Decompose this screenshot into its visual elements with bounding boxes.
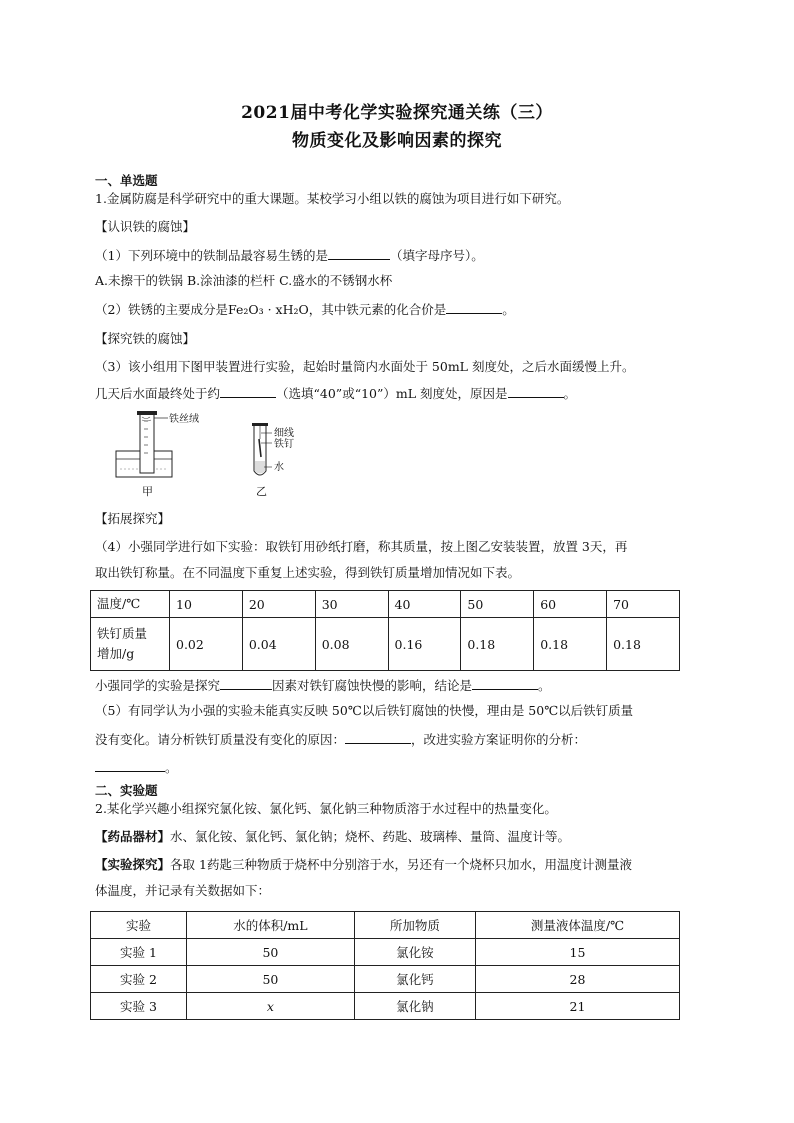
table-header-mass xyxy=(91,618,170,671)
explore-text-1: 各取 1药匙三种物质于烧杯中分别溶于水，另还有一个烧杯只加水，用温度计测量液 xyxy=(170,857,632,872)
question-1-1-options: A.未擦干的铁锅 B.涂油漆的栏杆 C.盛水的不锈钢水杯 xyxy=(95,273,393,288)
table-cell: 50 xyxy=(186,939,354,966)
q1-1-text-a: （1）下列环境中的铁制品最容易生锈的是 xyxy=(95,248,328,263)
q1-2-text-a: （2）铁锈的主要成分是 xyxy=(95,302,228,317)
table-cell: 实验 1 xyxy=(91,939,187,966)
label-explore-corrosion: 【探究铁的腐蚀】 xyxy=(95,331,196,346)
table-cell: 0.08 xyxy=(315,618,388,671)
q1-2-text-b: ，其中铁元素的化合价是 xyxy=(308,302,447,317)
answer-blank xyxy=(345,730,411,744)
label-iron-wool: 铁丝绒 xyxy=(169,414,199,425)
table-cell: 50 xyxy=(186,966,354,993)
q1-4-after-c: 。 xyxy=(538,678,551,693)
page-title: 2021届中考化学实验探究通关练（三） xyxy=(241,103,553,123)
table-row xyxy=(91,939,680,966)
label-thread: 细线 xyxy=(274,428,294,439)
table-header-row xyxy=(91,912,680,939)
q1-4-after-a: 小强同学的实验是探究 xyxy=(95,678,221,693)
explore-label: 【实验探究】 xyxy=(95,857,171,872)
table-header-mass-line1: 铁钉质量 xyxy=(97,626,148,641)
answer-blank xyxy=(472,676,538,690)
table-cell: 0.04 xyxy=(242,618,315,671)
explore-line2: 体温度，并记录有关数据如下： xyxy=(95,883,271,898)
table-cell: 30 xyxy=(315,591,388,618)
answer-blank xyxy=(508,384,564,398)
question-2-intro: 2.某化学兴趣小组探究氯化铵、氯化钙、氯化钠三种物质溶于水过程中的热量变化。 xyxy=(95,801,557,816)
table-header: 实验 xyxy=(91,912,187,939)
question-1-5-line1: （5）有同学认为小强的实验未能真实反映 50℃以后铁钉腐蚀的快慢，理由是 50℃以后铁钉质量 xyxy=(95,703,634,718)
apparatus-figure xyxy=(108,411,308,497)
label-nail: 铁钉 xyxy=(274,439,294,450)
q1-4-after-b: 因素对铁钉腐蚀快慢的影响，结论是 xyxy=(272,678,473,693)
materials-text: 水、氯化铵、氯化钙、氯化钠；烧杯、药匙、玻璃棒、量筒、温度计等。 xyxy=(170,829,571,844)
table-cell: 10 xyxy=(170,591,243,618)
question-1-1 xyxy=(95,246,710,265)
question-1-3-line1: （3）该小组用下图甲装置进行实验，起始时量筒内水面处于 50mL 刻度处，之后水面缓慢上升。 xyxy=(95,359,635,374)
table-cell: x xyxy=(186,993,354,1020)
table-row xyxy=(91,618,680,671)
question-1-4-line2: 取出铁钉称量。在不同温度下重复上述实验，得到铁钉质量增加情况如下表。 xyxy=(95,565,521,580)
table-cell: 0.02 xyxy=(170,618,243,671)
answer-blank xyxy=(220,384,276,398)
table-cell: 50 xyxy=(461,591,534,618)
question-1-4-line1: （4）小强同学进行如下实验：取铁钉用砂纸打磨，称其质量，按上图乙安装装置，放置 3天，再 xyxy=(95,539,628,554)
answer-blank xyxy=(446,300,502,314)
section-heading-single-choice: 一、单选题 xyxy=(95,173,158,188)
table-cell: 0.18 xyxy=(461,618,534,671)
q1-5-text-b: ，改进实验方案证明你的分析： xyxy=(411,732,587,747)
table-cell: 氯化铵 xyxy=(354,939,475,966)
table-header: 测量液体温度/℃ xyxy=(475,912,679,939)
q1-2-text-c: 。 xyxy=(502,302,515,317)
label-know-corrosion: 【认识铁的腐蚀】 xyxy=(95,219,196,234)
q1-1-text-b: （填字母序号）。 xyxy=(389,248,484,263)
page-subtitle: 物质变化及影响因素的探究 xyxy=(292,131,502,151)
table-cell: 28 xyxy=(475,966,679,993)
dissolution-temperature-table xyxy=(90,911,680,1020)
label-apparatus-a: 甲 xyxy=(142,485,153,497)
label-apparatus-b: 乙 xyxy=(256,485,267,497)
question-1-2 xyxy=(95,300,710,319)
explore-line1 xyxy=(95,856,710,874)
question-1-5-line2 xyxy=(95,730,710,749)
table-cell: 氯化钠 xyxy=(354,993,475,1020)
section-heading-experiment: 二、实验题 xyxy=(95,783,158,798)
label-extend-explore: 【拓展探究】 xyxy=(95,511,171,526)
table-cell: 实验 3 xyxy=(91,993,187,1020)
table-cell: 氯化钙 xyxy=(354,966,475,993)
table-cell: 实验 2 xyxy=(91,966,187,993)
question-1-intro: 1.金属防腐是科学研究中的重大课题。某校学习小组以铁的腐蚀为项目进行如下研究。 xyxy=(95,191,570,206)
table-cell: 40 xyxy=(388,591,461,618)
q1-3-text-b: （选填“40”或“10”）mL 刻度处，原因是 xyxy=(276,386,508,401)
question-1-5-line3 xyxy=(95,758,710,777)
table-cell: 0.16 xyxy=(388,618,461,671)
materials-label: 【药品器材】 xyxy=(95,829,171,844)
q1-3-text-c: 。 xyxy=(563,386,577,401)
rust-formula: Fe₂O₃ · xH₂O xyxy=(227,302,309,317)
table-cell: 15 xyxy=(475,939,679,966)
table-cell: 0.18 xyxy=(534,618,607,671)
q1-5-text-a: 没有变化。请分析铁钉质量没有变化的原因： xyxy=(95,732,346,747)
q1-3-text-a: 几天后水面最终处于约 xyxy=(95,386,221,401)
table-row xyxy=(91,993,680,1020)
table-cell: 70 xyxy=(607,591,680,618)
label-water: 水 xyxy=(274,462,284,473)
answer-blank xyxy=(328,246,390,260)
table-header-temperature: 温度/℃ xyxy=(91,591,170,618)
table-header: 水的体积/mL xyxy=(186,912,354,939)
table-cell: 20 xyxy=(242,591,315,618)
question-1-4-after xyxy=(95,676,710,695)
table-header-mass-line2: 增加/g xyxy=(97,646,135,661)
apparatus-a-diagram xyxy=(116,411,172,477)
table-header: 所加物质 xyxy=(354,912,475,939)
temperature-mass-table xyxy=(90,590,680,671)
materials-line xyxy=(95,828,710,846)
answer-blank xyxy=(95,758,165,772)
answer-blank xyxy=(220,676,272,690)
question-1-3-line2 xyxy=(95,384,710,403)
table-cell: 21 xyxy=(475,993,679,1020)
table-cell: 0.18 xyxy=(607,618,680,671)
table-cell: 60 xyxy=(534,591,607,618)
apparatus-b-diagram xyxy=(252,423,272,475)
table-row xyxy=(91,966,680,993)
table-row xyxy=(91,591,680,618)
q1-5-text-c: 。 xyxy=(165,760,178,775)
